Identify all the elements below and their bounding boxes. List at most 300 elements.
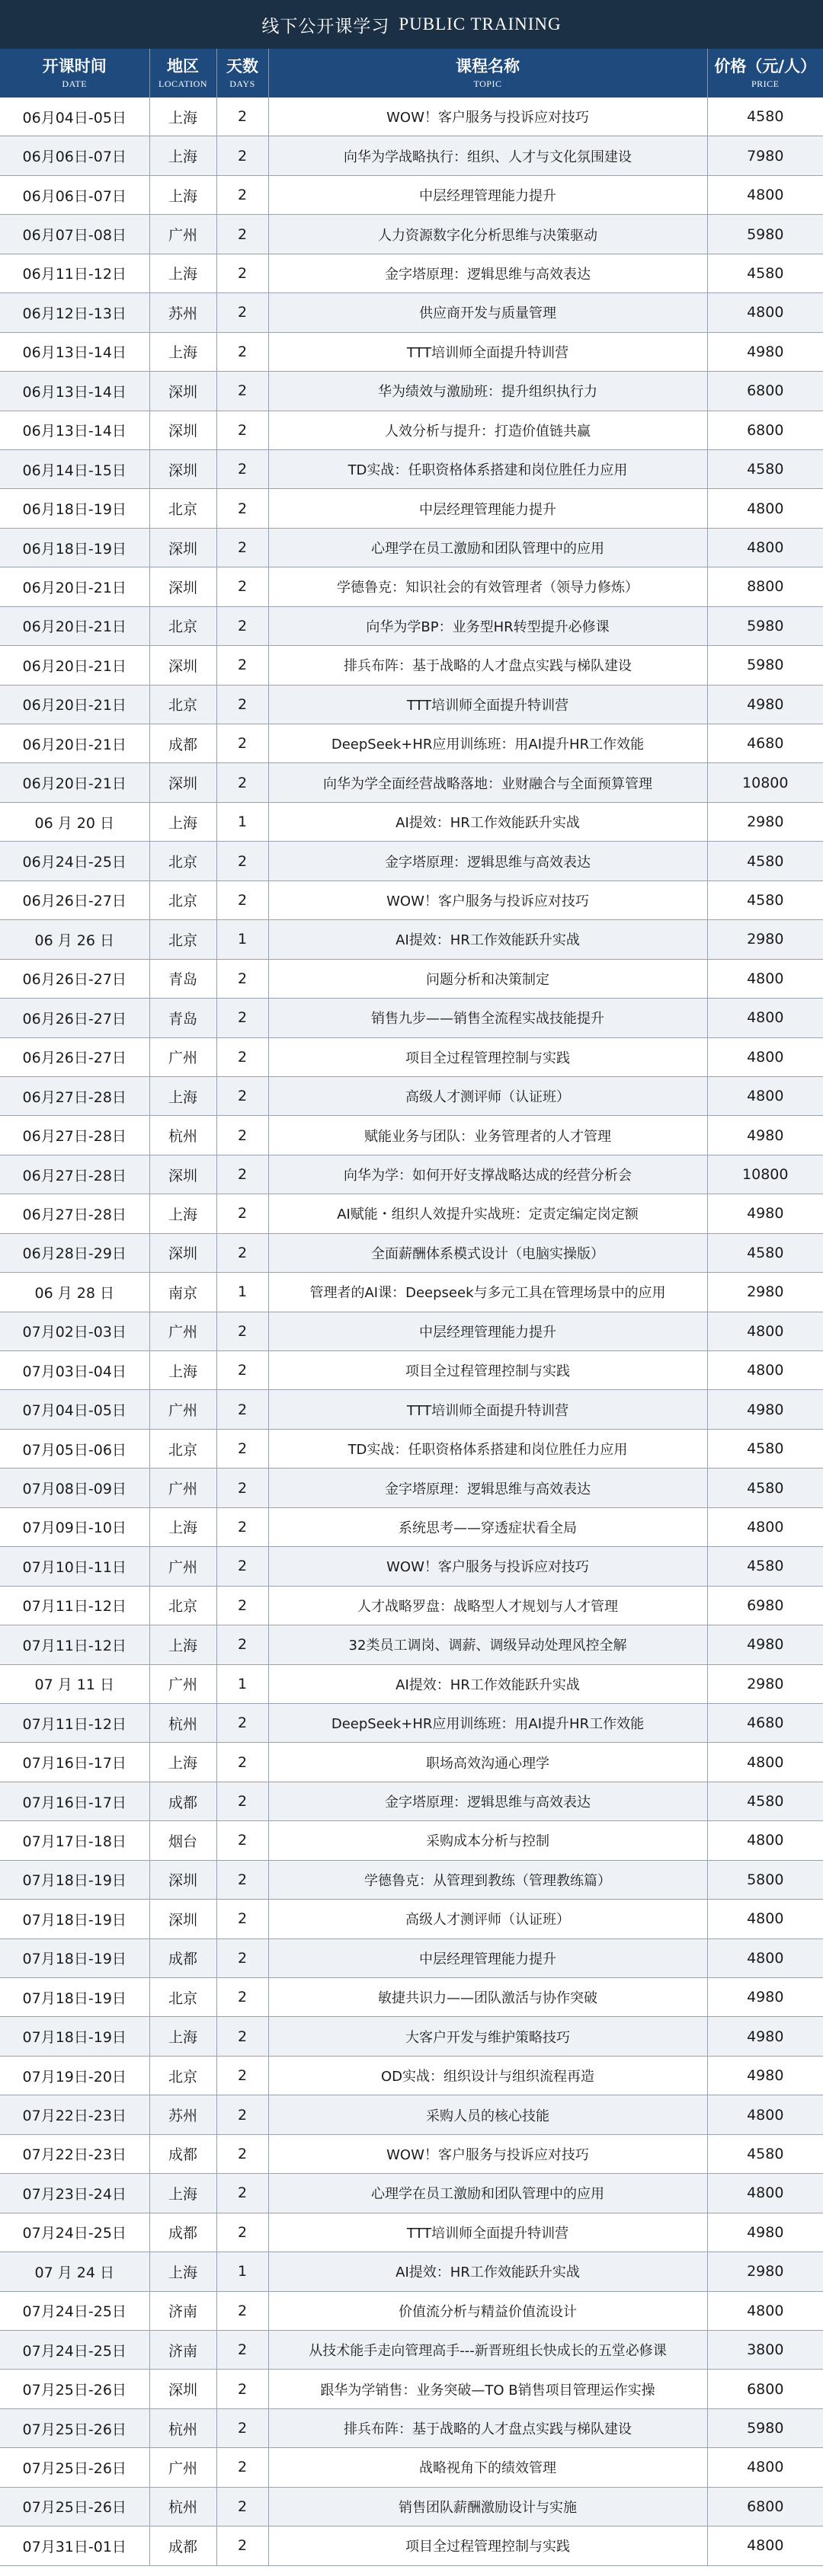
cell-topic: WOW！客户服务与投诉应对技巧 (268, 1547, 707, 1586)
cell-date: 06月13日-14日 (0, 372, 149, 411)
column-header-price (707, 49, 823, 97)
cell-date: 06月12日-13日 (0, 293, 149, 332)
cell-location: 广州 (149, 215, 216, 254)
cell-topic: 学德鲁克：知识社会的有效管理者（领导力修炼） (268, 567, 707, 606)
cell-date: 06月26日-27日 (0, 999, 149, 1037)
cell-price: 6800 (707, 411, 823, 449)
table-row (0, 1351, 823, 1390)
cell-location: 成都 (149, 1782, 216, 1820)
cell-date: 06月20日-21日 (0, 606, 149, 645)
cell-days: 2 (216, 2095, 268, 2134)
cell-price: 4800 (707, 489, 823, 528)
cell-price: 4800 (707, 293, 823, 332)
cell-days: 2 (216, 332, 268, 371)
table-row (0, 2095, 823, 2134)
cell-location: 成都 (149, 2526, 216, 2565)
cell-location: 上海 (149, 802, 216, 841)
cell-days: 2 (216, 1116, 268, 1155)
table-row (0, 1978, 823, 2017)
cell-topic: 心理学在员工激励和团队管理中的应用 (268, 528, 707, 567)
cell-location: 上海 (149, 332, 216, 371)
table-row (0, 1037, 823, 1076)
cell-days: 2 (216, 215, 268, 254)
cell-days: 2 (216, 1312, 268, 1350)
cell-location: 成都 (149, 2134, 216, 2173)
cell-topic: 销售团队薪酬激励设计与实施 (268, 2487, 707, 2526)
cell-topic: DeepSeek+HR应用训练班：用AI提升HR工作效能 (268, 724, 707, 763)
cell-location: 北京 (149, 2056, 216, 2095)
table-row (0, 2174, 823, 2213)
cell-topic: AI提效：HR工作效能跃升实战 (268, 1664, 707, 1703)
cell-location: 成都 (149, 724, 216, 763)
cell-topic: 战略视角下的绩效管理 (268, 2448, 707, 2487)
cell-days: 2 (216, 1586, 268, 1625)
cell-days: 2 (216, 1743, 268, 1782)
cell-location: 深圳 (149, 646, 216, 685)
cell-date: 07月18日-19日 (0, 1938, 149, 1977)
cell-days: 2 (216, 1782, 268, 1820)
cell-location: 上海 (149, 2252, 216, 2291)
page-title-cn: 线下公开课学习 (261, 16, 390, 37)
cell-price: 4580 (707, 1429, 823, 1468)
cell-date: 06月18日-19日 (0, 528, 149, 567)
cell-topic: 中层经理管理能力提升 (268, 175, 707, 214)
cell-topic: AI提效：HR工作效能跃升实战 (268, 802, 707, 841)
cell-location: 杭州 (149, 2408, 216, 2447)
cell-days: 1 (216, 2252, 268, 2291)
cell-topic: 职场高效沟通心理学 (268, 1743, 707, 1782)
cell-price: 6800 (707, 372, 823, 411)
cell-location: 深圳 (149, 449, 216, 488)
table-row (0, 332, 823, 371)
column-header-sublabel: DAYS (229, 78, 255, 89)
cell-date: 07月24日-25日 (0, 2291, 149, 2330)
cell-topic: 销售九步——销售全流程实战技能提升 (268, 999, 707, 1037)
table-row (0, 1076, 823, 1115)
cell-topic: 金字塔原理：逻辑思维与高效表达 (268, 1782, 707, 1820)
cell-topic: 大客户开发与维护策略技巧 (268, 2017, 707, 2056)
cell-days: 2 (216, 2056, 268, 2095)
table-row (0, 1821, 823, 1860)
cell-price: 4580 (707, 1782, 823, 1820)
table-row (0, 254, 823, 292)
cell-price: 4800 (707, 2448, 823, 2487)
cell-days: 2 (216, 2291, 268, 2330)
column-header-label: 课程名称 (456, 57, 520, 75)
cell-date: 07月25日-26日 (0, 2370, 149, 2408)
table-row (0, 881, 823, 919)
cell-topic: TTT培训师全面提升特训营 (268, 685, 707, 724)
cell-topic: 采购人员的核心技能 (268, 2095, 707, 2134)
cell-topic: 向华为学BP：业务型HR转型提升必修课 (268, 606, 707, 645)
cell-date: 06月26日-27日 (0, 959, 149, 998)
cell-days: 2 (216, 842, 268, 881)
cell-date: 06月20日-21日 (0, 567, 149, 606)
cell-date: 07月04日-05日 (0, 1390, 149, 1429)
cell-price: 5980 (707, 215, 823, 254)
table-row (0, 1743, 823, 1782)
cell-topic: 学德鲁克：从管理到教练（管理教练篇） (268, 1860, 707, 1899)
cell-date: 07月03日-04日 (0, 1351, 149, 1390)
cell-topic: 中层经理管理能力提升 (268, 1938, 707, 1977)
column-header-label: 开课时间 (42, 57, 107, 75)
table-row (0, 2448, 823, 2487)
cell-days: 1 (216, 802, 268, 841)
cell-days: 2 (216, 959, 268, 998)
cell-location: 上海 (149, 2174, 216, 2213)
cell-price: 3800 (707, 2330, 823, 2369)
cell-date: 07月08日-09日 (0, 1469, 149, 1507)
cell-price: 2980 (707, 802, 823, 841)
column-header-label: 价格（元/人） (714, 57, 817, 75)
cell-date: 07月11日-12日 (0, 1586, 149, 1625)
cell-date: 06月14日-15日 (0, 449, 149, 488)
cell-topic: 供应商开发与质量管理 (268, 293, 707, 332)
cell-date: 06月13日-14日 (0, 332, 149, 371)
cell-location: 广州 (149, 1037, 216, 1076)
cell-date: 07月02日-03日 (0, 1312, 149, 1350)
cell-date: 06月06日-07日 (0, 136, 149, 175)
cell-price: 5980 (707, 2408, 823, 2447)
cell-topic: 项目全过程管理控制与实践 (268, 1351, 707, 1390)
cell-topic: 从技术能手走向管理高手---新晋班组长快成长的五堂必修课 (268, 2330, 707, 2369)
cell-days: 1 (216, 920, 268, 959)
cell-location: 杭州 (149, 1116, 216, 1155)
table-header-row (0, 49, 823, 97)
cell-days: 2 (216, 1155, 268, 1194)
cell-date: 07月11日-12日 (0, 1703, 149, 1742)
cell-price: 6800 (707, 2370, 823, 2408)
cell-date: 06月06日-07日 (0, 175, 149, 214)
cell-date: 07 月 11 日 (0, 1664, 149, 1703)
cell-price: 4980 (707, 685, 823, 724)
table-row (0, 1429, 823, 1468)
cell-location: 深圳 (149, 567, 216, 606)
table-row (0, 1194, 823, 1233)
table-row (0, 1507, 823, 1546)
table-row (0, 449, 823, 488)
cell-date: 06月20日-21日 (0, 646, 149, 685)
cell-days: 2 (216, 1900, 268, 1938)
cell-days: 2 (216, 2017, 268, 2056)
cell-price: 4680 (707, 1703, 823, 1742)
cell-price: 4580 (707, 449, 823, 488)
cell-days: 2 (216, 2408, 268, 2447)
cell-topic: 向华为学：如何开好支撑战略达成的经营分析会 (268, 1155, 707, 1194)
cell-days: 2 (216, 1507, 268, 1546)
cell-date: 07月25日-26日 (0, 2448, 149, 2487)
cell-price: 2980 (707, 920, 823, 959)
cell-days: 2 (216, 1037, 268, 1076)
table-row (0, 1782, 823, 1820)
cell-location: 青岛 (149, 999, 216, 1037)
cell-date: 07月18日-19日 (0, 1978, 149, 2017)
cell-location: 杭州 (149, 1703, 216, 1742)
cell-location: 上海 (149, 1351, 216, 1390)
cell-price: 4980 (707, 1625, 823, 1664)
cell-days: 2 (216, 763, 268, 802)
table-row (0, 567, 823, 606)
cell-topic: 问题分析和决策制定 (268, 959, 707, 998)
cell-date: 06 月 20 日 (0, 802, 149, 841)
cell-days: 2 (216, 489, 268, 528)
cell-location: 广州 (149, 1312, 216, 1350)
cell-location: 深圳 (149, 763, 216, 802)
cell-location: 北京 (149, 685, 216, 724)
cell-price: 4800 (707, 1743, 823, 1782)
cell-price: 4580 (707, 1547, 823, 1586)
cell-date: 06月20日-21日 (0, 685, 149, 724)
cell-topic: WOW！客户服务与投诉应对技巧 (268, 2134, 707, 2173)
cell-topic: 金字塔原理：逻辑思维与高效表达 (268, 254, 707, 292)
cell-date: 07月31日-01日 (0, 2526, 149, 2565)
cell-location: 深圳 (149, 372, 216, 411)
cell-topic: 项目全过程管理控制与实践 (268, 1037, 707, 1076)
cell-days: 2 (216, 685, 268, 724)
cell-topic: WOW！客户服务与投诉应对技巧 (268, 881, 707, 919)
cell-days: 1 (216, 1664, 268, 1703)
cell-date: 06月27日-28日 (0, 1076, 149, 1115)
cell-price: 4800 (707, 2174, 823, 2213)
cell-date: 07月19日-20日 (0, 2056, 149, 2095)
cell-days: 2 (216, 1076, 268, 1115)
cell-price: 10800 (707, 1155, 823, 1194)
cell-topic: 排兵布阵：基于战略的人才盘点实践与梯队建设 (268, 646, 707, 685)
cell-topic: 跟华为学销售：业务突破—TO B销售项目管理运作实操 (268, 2370, 707, 2408)
table-row (0, 2252, 823, 2291)
cell-topic: 心理学在员工激励和团队管理中的应用 (268, 2174, 707, 2213)
cell-date: 06月04日-05日 (0, 97, 149, 136)
cell-date: 06月28日-29日 (0, 1233, 149, 1272)
column-header-days (216, 49, 268, 97)
cell-topic: 人才战略罗盘：战略型人才规划与人才管理 (268, 1586, 707, 1625)
cell-topic: WOW！客户服务与投诉应对技巧 (268, 97, 707, 136)
cell-days: 2 (216, 724, 268, 763)
column-header-label: 地区 (167, 57, 199, 75)
cell-price: 4980 (707, 1978, 823, 2017)
cell-location: 深圳 (149, 2370, 216, 2408)
cell-price: 4800 (707, 1076, 823, 1115)
column-header-location (149, 49, 216, 97)
cell-location: 济南 (149, 2291, 216, 2330)
cell-date: 07月23日-24日 (0, 2174, 149, 2213)
cell-topic: TTT培训师全面提升特训营 (268, 1390, 707, 1429)
cell-location: 广州 (149, 1664, 216, 1703)
cell-price: 4800 (707, 1821, 823, 1860)
cell-price: 4580 (707, 97, 823, 136)
cell-date: 06月18日-19日 (0, 489, 149, 528)
cell-date: 06 月 28 日 (0, 1273, 149, 1312)
cell-location: 广州 (149, 1469, 216, 1507)
cell-days: 2 (216, 2487, 268, 2526)
table-row (0, 1155, 823, 1194)
table-row (0, 1116, 823, 1155)
cell-days: 2 (216, 2448, 268, 2487)
table-row (0, 2291, 823, 2330)
cell-days: 2 (216, 528, 268, 567)
cell-location: 杭州 (149, 2487, 216, 2526)
cell-date: 07月25日-26日 (0, 2408, 149, 2447)
table-row (0, 2330, 823, 2369)
table-row (0, 1390, 823, 1429)
cell-topic: 人力资源数字化分析思维与决策驱动 (268, 215, 707, 254)
cell-topic: DeepSeek+HR应用训练班：用AI提升HR工作效能 (268, 1703, 707, 1742)
cell-price: 10800 (707, 763, 823, 802)
cell-days: 2 (216, 372, 268, 411)
schedule-table-body (0, 97, 823, 2565)
cell-days: 2 (216, 1938, 268, 1977)
column-header-sublabel: TOPIC (473, 78, 502, 89)
cell-price: 4580 (707, 1233, 823, 1272)
table-row (0, 2017, 823, 2056)
cell-date: 07月25日-26日 (0, 2487, 149, 2526)
cell-topic: 赋能业务与团队：业务管理者的人才管理 (268, 1116, 707, 1155)
cell-location: 烟台 (149, 1821, 216, 1860)
cell-days: 2 (216, 97, 268, 136)
cell-date: 06月20日-21日 (0, 763, 149, 802)
table-row (0, 763, 823, 802)
cell-date: 06月24日-25日 (0, 842, 149, 881)
cell-topic: AI提效：HR工作效能跃升实战 (268, 2252, 707, 2291)
table-row (0, 842, 823, 881)
cell-date: 06月11日-12日 (0, 254, 149, 292)
cell-date: 07月18日-19日 (0, 1860, 149, 1899)
cell-date: 07月18日-19日 (0, 1900, 149, 1938)
cell-date: 07 月 24 日 (0, 2252, 149, 2291)
table-row (0, 2134, 823, 2173)
table-row (0, 2213, 823, 2252)
column-header-label: 天数 (226, 57, 258, 75)
cell-price: 4800 (707, 175, 823, 214)
cell-topic: 向华为学全面经营战略落地：业财融合与全面预算管理 (268, 763, 707, 802)
table-row (0, 1664, 823, 1703)
cell-location: 广州 (149, 2448, 216, 2487)
table-row (0, 920, 823, 959)
cell-date: 07月24日-25日 (0, 2213, 149, 2252)
table-row (0, 999, 823, 1037)
cell-topic: 32类员工调岗、调薪、调级异动处理风控全解 (268, 1625, 707, 1664)
table-row (0, 136, 823, 175)
cell-date: 07月16日-17日 (0, 1782, 149, 1820)
cell-price: 8800 (707, 567, 823, 606)
cell-price: 4980 (707, 2056, 823, 2095)
cell-price: 4800 (707, 2291, 823, 2330)
cell-topic: 金字塔原理：逻辑思维与高效表达 (268, 1469, 707, 1507)
cell-location: 北京 (149, 1978, 216, 2017)
cell-topic: 中层经理管理能力提升 (268, 489, 707, 528)
cell-days: 2 (216, 1351, 268, 1390)
cell-days: 2 (216, 1390, 268, 1429)
table-row (0, 1625, 823, 1664)
table-row (0, 1469, 823, 1507)
table-row (0, 1233, 823, 1272)
cell-days: 2 (216, 2213, 268, 2252)
cell-days: 2 (216, 999, 268, 1037)
cell-date: 07月05日-06日 (0, 1429, 149, 1468)
cell-price: 4580 (707, 1469, 823, 1507)
cell-topic: 排兵布阵：基于战略的人才盘点实践与梯队建设 (268, 2408, 707, 2447)
cell-topic: 金字塔原理：逻辑思维与高效表达 (268, 842, 707, 881)
cell-price: 5800 (707, 1860, 823, 1899)
cell-days: 2 (216, 2174, 268, 2213)
cell-days: 2 (216, 646, 268, 685)
cell-price: 4680 (707, 724, 823, 763)
table-row (0, 1273, 823, 1312)
cell-location: 上海 (149, 175, 216, 214)
cell-price: 5980 (707, 606, 823, 645)
cell-price: 4980 (707, 2213, 823, 2252)
cell-location: 苏州 (149, 2095, 216, 2134)
cell-location: 上海 (149, 1076, 216, 1115)
cell-date: 07月11日-12日 (0, 1625, 149, 1664)
page-title (0, 0, 823, 49)
cell-topic: 系统思考——穿透症状看全局 (268, 1507, 707, 1546)
cell-days: 2 (216, 175, 268, 214)
cell-price: 7980 (707, 136, 823, 175)
cell-topic: 敏捷共识力——团队激活与协作突破 (268, 1978, 707, 2017)
cell-date: 06月13日-14日 (0, 411, 149, 449)
cell-location: 北京 (149, 920, 216, 959)
table-row (0, 215, 823, 254)
cell-date: 06月26日-27日 (0, 881, 149, 919)
cell-location: 上海 (149, 136, 216, 175)
cell-topic: 采购成本分析与控制 (268, 1821, 707, 1860)
cell-days: 2 (216, 567, 268, 606)
cell-days: 2 (216, 1625, 268, 1664)
cell-price: 4800 (707, 1507, 823, 1546)
cell-topic: 管理者的AI课：Deepseek与多元工具在管理场景中的应用 (268, 1273, 707, 1312)
cell-topic: 高级人才测评师（认证班） (268, 1076, 707, 1115)
cell-topic: TD实战：任职资格体系搭建和岗位胜任力应用 (268, 1429, 707, 1468)
cell-location: 上海 (149, 1507, 216, 1546)
cell-date: 06月27日-28日 (0, 1116, 149, 1155)
cell-price: 4800 (707, 1900, 823, 1938)
cell-topic: 全面薪酬体系模式设计（电脑实操版） (268, 1233, 707, 1272)
cell-location: 深圳 (149, 1233, 216, 1272)
cell-topic: TTT培训师全面提升特训营 (268, 332, 707, 371)
cell-price: 4980 (707, 2017, 823, 2056)
cell-location: 深圳 (149, 1860, 216, 1899)
cell-price: 5980 (707, 646, 823, 685)
table-row (0, 372, 823, 411)
cell-price: 4800 (707, 1037, 823, 1076)
cell-location: 深圳 (149, 1155, 216, 1194)
cell-date: 07月10日-11日 (0, 1547, 149, 1586)
cell-location: 上海 (149, 254, 216, 292)
cell-days: 2 (216, 2330, 268, 2369)
cell-price: 4580 (707, 2134, 823, 2173)
cell-location: 南京 (149, 1273, 216, 1312)
table-row (0, 2408, 823, 2447)
table-row (0, 1312, 823, 1350)
cell-days: 2 (216, 1429, 268, 1468)
cell-location: 广州 (149, 1547, 216, 1586)
cell-price: 4980 (707, 1194, 823, 1233)
table-row (0, 606, 823, 645)
cell-price: 4800 (707, 959, 823, 998)
table-row (0, 293, 823, 332)
cell-price: 2980 (707, 1664, 823, 1703)
cell-price: 4800 (707, 1351, 823, 1390)
cell-topic: TD实战：任职资格体系搭建和岗位胜任力应用 (268, 449, 707, 488)
table-row (0, 1547, 823, 1586)
cell-price: 4800 (707, 999, 823, 1037)
cell-days: 2 (216, 293, 268, 332)
cell-price: 4800 (707, 1312, 823, 1350)
cell-location: 北京 (149, 489, 216, 528)
cell-location: 北京 (149, 1586, 216, 1625)
table-row (0, 802, 823, 841)
